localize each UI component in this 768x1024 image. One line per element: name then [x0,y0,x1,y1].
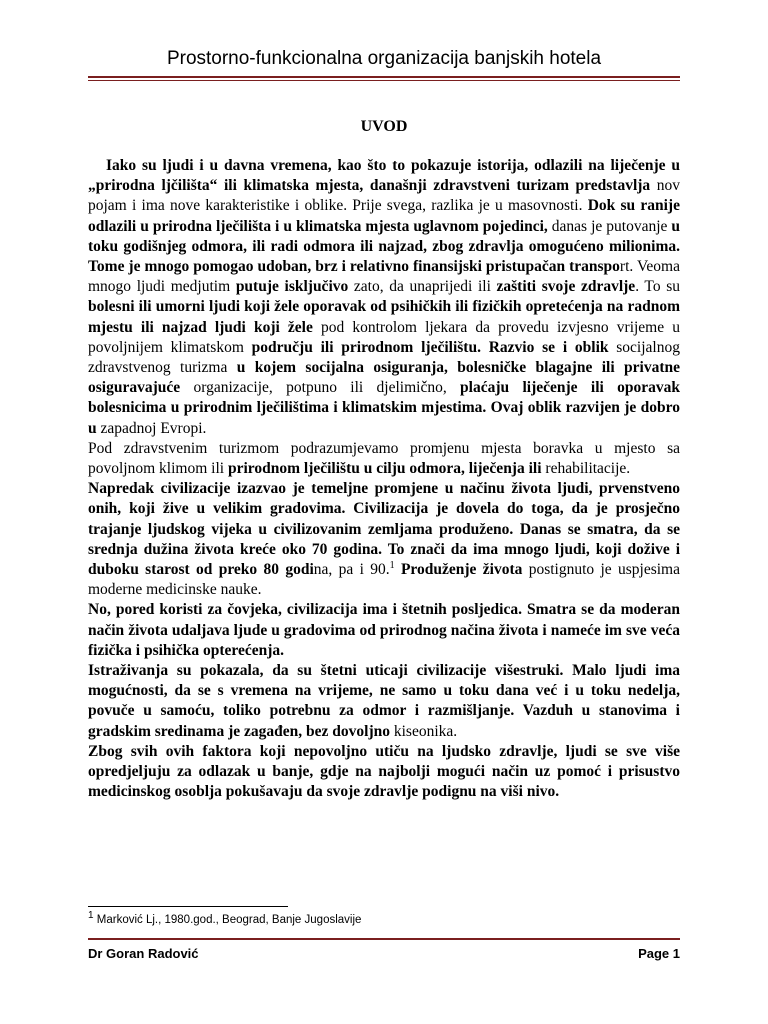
text-run: Produženje života [394,561,523,579]
text-run: Dok su ranije odlazili u prirodna lječilišta i u klimatska mjesta uglavnom pojedinci, [88,197,680,235]
paragraph [88,661,680,742]
footnote [88,910,680,926]
text-run: Istraživanja su pokazala, da su štetni uticaji civilizacije višestruki. Malo ljudi ima mogućnosti, da se s vremena na vrijeme, ne samo u toku dana već i u toku nedelja, povuče u samoću, toliko potrebnu za odmor i razmišljanje. Vazduh u stanovima i gradskim sredinama je zagađen, bez dovoljno [88,662,680,740]
text-run: . To su [635,278,680,296]
footnote-marker: 1 [88,910,94,922]
paragraph [88,600,680,661]
footer-author: Dr Goran Radović [88,946,199,961]
body-text [88,156,680,803]
paragraph [88,156,680,439]
footnote-text: Marković Lj., 1980.god., Beograd, Banje Jugoslavije [93,914,362,926]
paragraph [88,439,680,479]
text-run: zaštiti svoje zdravlje [496,278,636,296]
section-title: UVOD [360,118,408,135]
footer-page-number: Page 1 [638,946,680,961]
text-run: nov pojam i ima nove karakteristike i oblike. Prije svega, razlika je u masovnosti. [88,177,681,215]
text-run: danas je putovanje [547,217,672,235]
text-run: pod kontrolom ljekara da provedu izvjesno vrijeme u povoljnijem klimatskom [88,318,680,356]
footnote-ref: 1 [389,559,395,571]
text-run: Pod zdravstvenim turizmom podrazumjevamo promjenu mjesta boravka u mjesto sa povoljnom klimom ili [88,439,680,478]
text-run: putuje isključivo [235,278,349,296]
text-run: postignuto je uspjesima moderne medicinske nauke. [88,561,680,599]
page-header [88,48,680,78]
text-run: prirodnom lječilištu u cilju odmora, liječenja ili [227,460,542,478]
text-run: zapadnoj Evropi. [96,419,207,437]
text-run: kiseonika. [389,722,458,740]
text-run: Iako su ljudi i u davna vremena, kao što to pokazuje istorija, odlazili na liječenje u „prirodna ljčilišta“ ili klimatska mjesta, današnji zdravstveni turizam predstavlja [88,157,680,195]
footnote-divider [88,906,288,907]
text-run: na, pa i 90. [313,561,390,579]
text-run: No, pored koristi za čovjeka, civilizacija ima i štetnih posljedica. Smatra se da moderan način života udaljava ljude u gradovima od prirodnog načina života i nameće im sve veća fizička i psihička opterećenja. [88,601,680,659]
paragraph [88,742,680,803]
text-run: području ili prirodnom lječilištu. Razvio se i oblik [251,338,609,356]
text-run: organizacije, potpuno ili djelimično, [180,379,461,397]
text-run: plaćaju liječenje ili oporavak bolesnicima u prirodnim lječilištima i klimatskim mjestima. Ovaj oblik razvijen je dobro u [88,379,681,437]
header-title: Prostorno-funkcionalna organizacija banjskih hotela [166,48,602,69]
footer-divider [88,938,680,940]
text-run: Napredak civilizacije izazvao je temeljne promjene u načinu života ljudi, prvenstveno onih, koji žive u velikim gradovima. Civilizacija je dovela do toga, da je prosječno trajanje ljudskog vijeka u civilizovanim zemljama produženo. Danas se smatra, da se srednja dužina života kreće oko 70 godina. To znači da ima mnogo ljudi, koji dožive i duboku starost od preko 80 godi [88,480,680,579]
text-run: zato, da unaprijedi ili [348,278,497,296]
text-run: u toku godišnjeg odmora, ili radi odmora ili najzad, zbog zdravlja omogućeno milionima. Tome je mnogo pomogao udoban, brz i relativno finansijski pristupačan transpo [88,217,680,276]
text-run: rt. Veoma mnogo ljudi medjutim [88,258,680,296]
text-run: Zbog svih ovih faktora koji nepovoljno utiču na ljudsko zdravlje, ljudi se sve više opredjeljuju za odlazak u banje, gdje na najbolji mogući način uz pomoć i prisustvo medicinskog osoblja pokušavaju da svoje zdravlje podignu na viši nivo. [88,742,680,801]
text-run: socijalnog zdravstvenog turizma [88,338,680,377]
text-run: bolesni ili umorni ljudi koji žele oporavak od psihičkih ili fizičkih opretećenja na radnom mjestu ili najzad ljudi koji žele [88,298,680,336]
text-run: rehabilitacije. [541,460,631,478]
paragraph [88,479,680,600]
text-run: u kojem socijalna osiguranja, bolesničke blagajne ili privatne osiguravajuće [88,359,680,397]
